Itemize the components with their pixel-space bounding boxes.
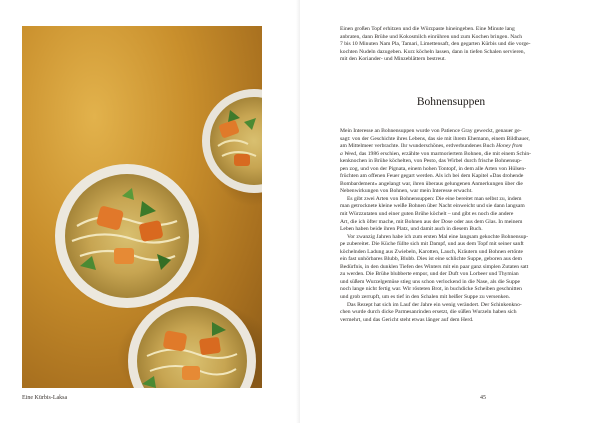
text-line [340,302,562,310]
text-segment: ein fast unhörbares Blubb, Blubb. Dies ist eine schlichte Suppe, geboren aus dem [340,256,522,263]
text-segment: Mein Interesse an Bohnensuppen wurde von Patience Gray geweckt, genauer ge- [340,128,522,134]
text-segment: sagt: von der Geschichte ihres Lebens, das sie mit ihrem Ehemann, einem Bildhauer, [340,135,530,142]
text-segment: noch lange nicht fertig war. Wir rösteten Brot, in buchdicke Scheiben geschnitten [340,286,522,293]
text-segment: und süßem Wurzelgemüse stieg uns schon verlockend in die Nase, als die Suppe [340,278,521,285]
text-line [340,309,562,317]
text-line [340,226,562,234]
photo-caption: Eine Kürbis-Laksa [22,395,68,401]
text-line [340,196,562,204]
text-segment: Bombardement« angelangt war, ihren überaus gelungenen Anmerkungen über die [340,180,523,187]
text-segment: man getrocknete kleine weiße Bohnen über Nacht einweicht und sie dann langsam [340,203,525,210]
book-title: a Weed [340,150,357,157]
text-line [340,279,562,287]
text-line [340,128,562,136]
text-line [340,166,562,174]
text-segment: , das 1986 erschien, erzählte von marmoriertem Bohnen, die mit einem Schin- [356,150,532,157]
recipe-method-text [340,26,562,64]
text-line [340,151,562,159]
text-line [340,294,562,302]
text-line [340,264,562,272]
book-title: Honey from [496,143,523,150]
text-segment: vermehrt, und das Gericht steht etwas länger auf dem Herd. [340,316,474,323]
page-number: 45 [480,395,486,401]
text-line: anbraten, dann Brühe und Kokosmilch einrühren und zum Kochen bringen. Nach [340,33,523,40]
text-line [340,219,562,227]
text-line [340,286,562,294]
text-line: 7 bis 10 Minuten Nam Pla, Tamari, Limettensaft, den gegarten Kürbis und die vorge- [340,41,531,48]
section-heading: Bohnensuppen [416,96,486,108]
text-segment: Nebenwirkungen von Bohnen, war mein Interesse erwacht. [340,188,473,195]
text-line [340,256,562,264]
soup-photo [22,26,262,388]
text-segment: chen wurde durch dicke Parmesanrinden ersetzt, die süßen Wurzeln haben sich [340,309,517,316]
text-line [340,203,562,211]
text-segment: Das Rezept hat sich im Lauf der Jahre ein wenig verändert. Der Schinkenkno- [347,301,522,308]
text-segment: Leben haben beide ihren Platz, und damit auch in diesem Buch. [340,226,483,233]
text-line [340,181,562,189]
text-line [340,234,562,242]
text-segment: am Mittelmeer verbrachte. Ihr wunderschönes, erdverbundenes Buch [340,143,497,150]
text-line [340,173,562,181]
text-segment: pe zubereitet. Die Küche füllte sich mit Dampf, und aus dem Topf mit seiner sanft [340,241,524,248]
text-segment: früchten am offenen Feuer gegart werden. Als ich bei dem Kapitel »Das drohende [340,173,524,180]
text-line [340,249,562,257]
text-line: mit den Koriander- und Minzeblättern bestreut. [340,56,446,63]
text-line [340,188,562,196]
text-segment: mit Würzzutaten und einer guten Brühe köchelt – und gibt es noch die andere [340,211,514,218]
text-line: Einen großen Topf erhitzen und die Würzpaste hineingeben. Eine Minute lang [340,26,515,32]
text-segment: und grob zerrupft, um es tief in den Schalen mit heißer Suppe zu versenken. [340,294,511,301]
text-segment: Es gibt zwei Arten von Bohnensuppen: Die eine bereitet man selbst zu, indem [347,195,522,202]
text-segment: pen zog, und von der Pignata, einem hohen Tontopf, in dem alle Arten von Hülsen- [340,165,527,172]
laksa-bowls-illustration [22,26,262,388]
text-segment: kenknochen in Brühe köchelten, von Pesto, das Wirbel durch frische Bohnensup- [340,158,522,165]
section-body-text [340,128,562,324]
text-line [340,143,562,151]
text-line: kochten Nudeln dazugeben. Kurz köcheln lassen, dann in tiefen Schalen servieren, [340,48,525,55]
text-segment: köchelnden Ladung aus Zwiebeln, Karotten, Lauch, Kräutern und Bohnen ertönte [340,248,523,255]
text-segment: Bedürfnis, in den dunklen Tiefen des Winters mit ein paar ganz simplen Zutaten satt [340,263,529,270]
text-segment: Vor zwanzig Jahren habe ich zum ersten Mal eine langsam gekochte Bohnensup- [347,233,529,240]
text-line [340,241,562,249]
text-line [340,211,562,219]
text-segment: zu werden. Die Brühe blubberte empor, und der Duft von Lorbeer und Thymian [340,271,519,278]
text-line [340,136,562,144]
text-line [340,317,562,325]
text-segment: Art, die ich öfter mache, mit Bohnen aus der Dose oder aus dem Glas. In meinem [340,218,523,225]
text-line [340,158,562,166]
text-line [340,271,562,279]
